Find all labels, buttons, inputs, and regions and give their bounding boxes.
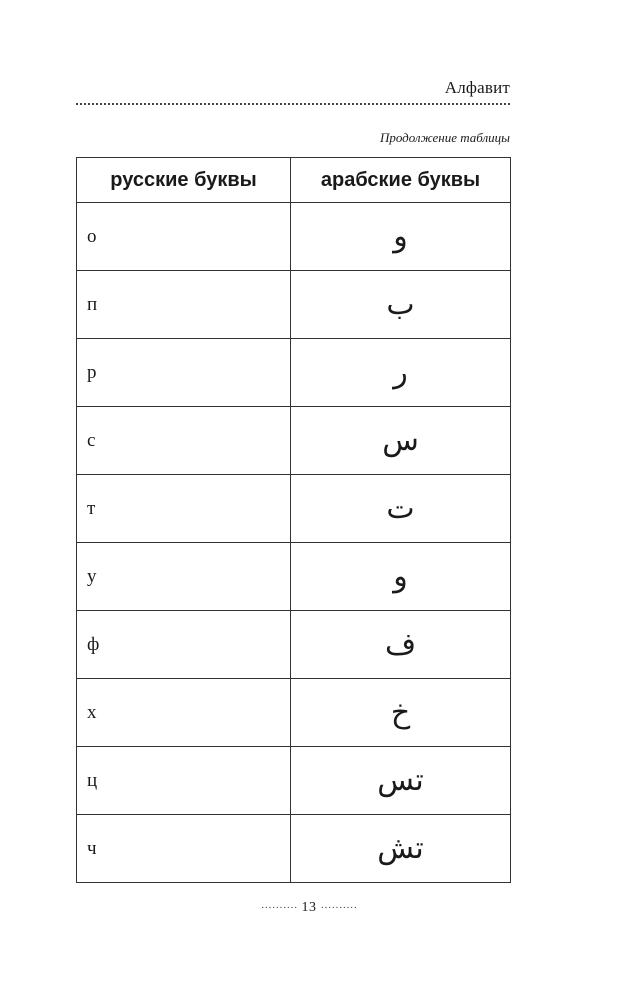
table-row: [77, 747, 511, 815]
table-continuation-caption: Продолжение таблицы: [379, 130, 510, 145]
table-row: [77, 339, 511, 407]
russian-letter: р: [77, 339, 291, 407]
page-number: 13: [301, 900, 317, 915]
table-row: [77, 611, 511, 679]
column-header-russian: русские буквы: [77, 158, 291, 203]
page-footer: [0, 900, 618, 916]
arabic-letter: ب: [291, 271, 511, 339]
russian-letter: ф: [77, 611, 291, 679]
arabic-letter: و: [291, 543, 511, 611]
running-title: Алфавит: [444, 78, 510, 97]
alphabet-table: [76, 157, 511, 883]
table-row: [77, 475, 511, 543]
arabic-letter: س: [291, 407, 511, 475]
russian-letter: ч: [77, 815, 291, 883]
russian-letter: п: [77, 271, 291, 339]
table-row: [77, 407, 511, 475]
table-row: [77, 815, 511, 883]
russian-letter: т: [77, 475, 291, 543]
arabic-letter: ر: [291, 339, 511, 407]
russian-letter: с: [77, 407, 291, 475]
arabic-letter: خ: [291, 679, 511, 747]
arabic-letter: تش: [291, 815, 511, 883]
table-row: [77, 203, 511, 271]
arabic-letter: تس: [291, 747, 511, 815]
header-dotted-rule: [76, 103, 510, 105]
table-row: [77, 679, 511, 747]
russian-letter: х: [77, 679, 291, 747]
russian-letter: о: [77, 203, 291, 271]
russian-letter: ц: [77, 747, 291, 815]
table-header-row: [77, 158, 511, 203]
column-header-arabic: арабские буквы: [291, 158, 511, 203]
table-row: [77, 271, 511, 339]
russian-letter: у: [77, 543, 291, 611]
footer-dots-right: ··········: [320, 902, 358, 914]
footer-dots-left: ··········: [260, 902, 298, 914]
table-row: [77, 543, 511, 611]
arabic-letter: ف: [291, 611, 511, 679]
arabic-letter: ت: [291, 475, 511, 543]
arabic-letter: و: [291, 203, 511, 271]
